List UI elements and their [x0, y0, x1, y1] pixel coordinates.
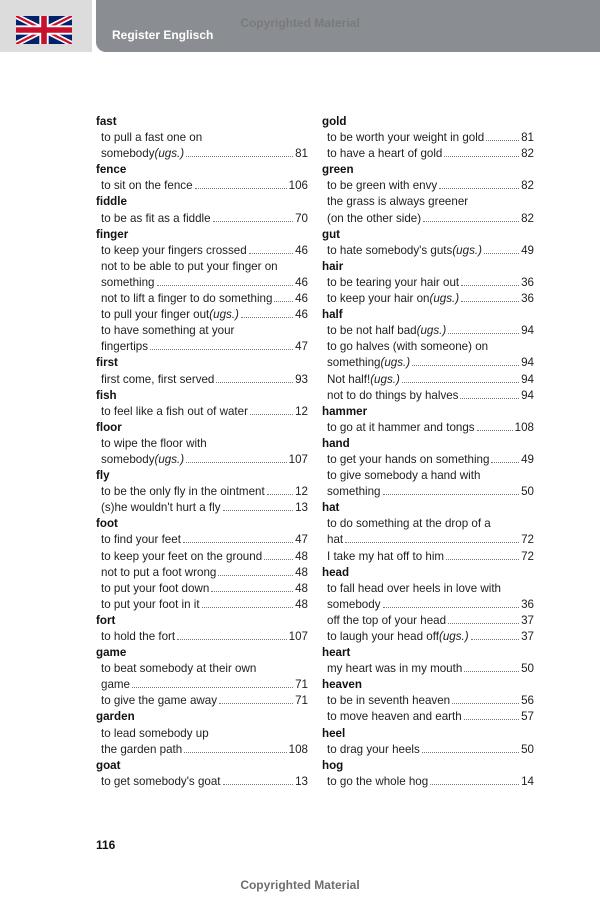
index-entry — [322, 372, 534, 388]
dot-leader — [264, 559, 293, 560]
dot-leader — [402, 382, 519, 383]
dot-leader — [195, 188, 287, 189]
dot-leader — [249, 253, 293, 254]
dot-leader — [452, 703, 519, 704]
index-phrase-line: to give somebody a hand with — [327, 469, 481, 483]
dot-leader — [444, 156, 519, 157]
page-reference: 57 — [521, 710, 534, 724]
index-entry — [322, 243, 534, 259]
usage-label: (ugs.) — [438, 630, 469, 643]
index-keyword: heaven — [322, 678, 362, 692]
dot-leader — [219, 703, 293, 704]
dot-leader — [464, 719, 519, 720]
index-phrase-line: to go halves (with someone) on — [327, 340, 489, 354]
index-keyword: first — [96, 356, 118, 370]
page-number: 116 — [96, 838, 116, 852]
index-phrase: first come, first served — [101, 372, 215, 386]
page-reference: 107 — [288, 452, 308, 466]
index-keyword: hair — [322, 259, 344, 273]
page-reference: 48 — [295, 565, 308, 579]
dot-leader — [477, 430, 513, 431]
page-reference: 46 — [295, 243, 308, 257]
index-phrase: to find your feet — [101, 533, 181, 547]
page-reference: 36 — [521, 275, 534, 289]
index-entry — [96, 742, 308, 758]
page-reference: 12 — [295, 485, 308, 499]
index-phrase: to drag your heels — [327, 742, 420, 756]
index-keyword: fort — [96, 613, 116, 627]
index-entry — [322, 130, 534, 146]
dot-leader — [274, 301, 293, 302]
page-reference: 13 — [295, 774, 308, 788]
page-reference: 107 — [288, 630, 308, 643]
index-entry — [322, 323, 534, 339]
index-phrase: to keep your hair on — [327, 292, 430, 306]
index-keyword: fly — [96, 469, 110, 483]
index-phrase: something — [327, 485, 381, 499]
dot-leader — [439, 188, 519, 189]
page-reference: 36 — [521, 292, 534, 306]
index-phrase-line: to pull a fast one on — [101, 131, 203, 145]
page-reference: 94 — [521, 356, 534, 370]
index-entry — [322, 629, 534, 645]
dot-leader — [186, 462, 287, 463]
index-keyword: green — [322, 163, 354, 177]
dot-leader — [491, 462, 519, 463]
index-phrase: hat — [327, 533, 344, 547]
index-phrase: to hate somebody's guts — [327, 243, 453, 257]
page-reference: 50 — [521, 485, 534, 499]
dot-leader — [211, 591, 293, 592]
index-phrase-line: to have something at your — [101, 324, 235, 338]
page-reference: 94 — [521, 324, 534, 338]
dot-leader — [464, 671, 519, 672]
index-entry — [96, 291, 308, 307]
index-phrase: off the top of your head — [327, 613, 447, 627]
index-entry — [322, 613, 534, 629]
index-keyword: hand — [322, 436, 350, 450]
index-keyword: hammer — [322, 404, 368, 418]
index-entry — [322, 661, 534, 677]
dot-leader — [223, 784, 294, 785]
page-reference: 48 — [295, 581, 308, 595]
page-reference: 94 — [521, 388, 534, 402]
page-reference: 108 — [288, 742, 308, 756]
index-phrase-line: to do something at the drop of a — [327, 517, 491, 531]
index-entry — [322, 420, 534, 436]
index-entry — [322, 146, 534, 162]
dot-leader — [184, 752, 286, 753]
index-phrase: to put your foot in it — [101, 597, 200, 611]
index-entry — [96, 275, 308, 291]
page-reference: 47 — [295, 533, 308, 547]
index-entry — [96, 404, 308, 420]
dot-leader — [157, 285, 294, 286]
dot-leader — [177, 639, 287, 640]
dot-leader — [471, 639, 520, 640]
index-keyword: head — [322, 565, 350, 579]
dot-leader — [460, 398, 519, 399]
dot-leader — [216, 382, 293, 383]
index-phrase: not to do things by halves — [327, 388, 459, 402]
dot-leader — [448, 333, 519, 334]
index-entry — [96, 243, 308, 259]
index-phrase: not to lift a finger to do something — [101, 292, 273, 306]
index-entry — [322, 597, 534, 613]
dot-leader — [423, 221, 519, 222]
usage-label: (ugs.) — [416, 324, 447, 338]
page-reference: 49 — [521, 452, 534, 466]
index-phrase: Not half! — [327, 372, 371, 386]
dot-leader — [345, 542, 519, 543]
dot-leader — [461, 285, 519, 286]
index-phrase: to get your hands on something — [327, 452, 490, 466]
index-phrase: to feel like a fish out of water — [101, 404, 248, 418]
copyright-watermark-bottom: Copyrighted Material — [240, 878, 360, 892]
page-reference: 50 — [521, 742, 534, 756]
usage-label: (ugs.) — [154, 147, 185, 161]
index-keyword: finger — [96, 227, 129, 241]
page-reference: 12 — [295, 404, 308, 418]
index-entry — [96, 581, 308, 597]
index-phrase: not to put a foot wrong — [101, 565, 217, 579]
dot-leader — [446, 559, 519, 560]
index-phrase: to be the only fly in the ointment — [101, 485, 265, 499]
index-entry — [96, 178, 308, 194]
index-entry — [322, 532, 534, 548]
page-reference: 56 — [521, 694, 534, 708]
page-reference: 82 — [521, 147, 534, 161]
index-keyword: heart — [322, 646, 351, 660]
dot-leader — [422, 752, 519, 753]
index-entry — [96, 500, 308, 516]
index-phrase: I take my hat off to him — [327, 549, 445, 563]
dot-leader — [250, 414, 293, 415]
index-phrase: to give the game away — [101, 694, 218, 708]
index-phrase: to go at it hammer and tongs — [327, 420, 475, 434]
page-reference: 93 — [295, 372, 308, 386]
dot-leader — [213, 221, 294, 222]
page-reference: 70 — [295, 211, 308, 225]
index-keyword: fiddle — [96, 195, 127, 209]
index-phrase-line: to beat somebody at their own — [101, 662, 257, 676]
index-phrase: the garden path — [101, 742, 183, 756]
index-keyword: gold — [322, 115, 347, 128]
dot-leader — [150, 349, 293, 350]
index-phrase: somebody — [101, 452, 155, 466]
index-phrase: to laugh your head off — [327, 630, 439, 643]
index-entry — [96, 677, 308, 693]
dot-leader — [383, 494, 520, 495]
index-entry — [322, 484, 534, 500]
index-phrase: my heart was in my mouth — [327, 662, 463, 676]
index-phrase: somebody — [101, 147, 155, 161]
page-reference: 72 — [521, 533, 534, 547]
index-keyword: goat — [96, 758, 121, 772]
index-entry — [96, 452, 308, 468]
index-entry — [96, 549, 308, 565]
page-reference: 46 — [295, 308, 308, 322]
usage-label: (ugs.) — [209, 308, 239, 322]
dot-leader — [267, 494, 293, 495]
index-keyword: half — [322, 308, 343, 322]
page-reference: 71 — [295, 694, 308, 708]
index-keyword: foot — [96, 517, 118, 531]
index-phrase: to pull your finger out — [101, 308, 210, 322]
index-entry — [96, 693, 308, 709]
index-keyword: heel — [322, 726, 346, 740]
index-phrase: to keep your feet on the ground — [101, 549, 263, 563]
index-entry — [322, 275, 534, 291]
dot-leader — [183, 542, 293, 543]
index-column-left — [96, 114, 308, 790]
usage-label: (ugs.) — [154, 452, 185, 466]
page-reference: 37 — [521, 613, 534, 627]
dot-leader — [448, 623, 519, 624]
index-entry — [322, 452, 534, 468]
index-entry — [322, 742, 534, 758]
usage-label: (ugs.) — [452, 243, 482, 257]
dot-leader — [218, 575, 293, 576]
page-reference: 108 — [514, 420, 534, 434]
page-reference: 49 — [521, 243, 534, 257]
page-reference: 50 — [521, 662, 534, 676]
index-phrase: to be as fit as a fiddle — [101, 211, 211, 225]
index-phrase: to get somebody's goat — [101, 774, 221, 788]
page-reference: 72 — [521, 549, 534, 563]
dot-leader — [241, 317, 293, 318]
index-entry — [96, 597, 308, 613]
dot-leader — [461, 301, 519, 302]
dot-leader — [132, 687, 293, 688]
index-entry — [96, 372, 308, 388]
index-entry — [96, 774, 308, 790]
page-reference: 71 — [295, 678, 308, 692]
index-keyword: hog — [322, 758, 344, 772]
index-entry — [322, 693, 534, 709]
page-reference: 48 — [295, 597, 308, 611]
copyright-watermark-top: Copyrighted Material — [240, 16, 360, 30]
section-title: Register Englisch — [112, 28, 214, 42]
index-phrase: to be in seventh heaven — [327, 694, 451, 708]
index-keyword: hat — [322, 501, 340, 515]
index-phrase: something — [327, 356, 381, 370]
index-phrase: to move heaven and earth — [327, 710, 462, 724]
dot-leader — [486, 140, 519, 141]
dot-leader — [383, 607, 520, 608]
usage-label: (ugs.) — [429, 292, 460, 306]
index-phrase: to sit on the fence — [101, 179, 193, 193]
page-reference: 82 — [521, 211, 534, 225]
page-reference: 13 — [295, 501, 308, 515]
index-keyword: fish — [96, 388, 117, 402]
index-entry — [322, 291, 534, 307]
index-phrase-line: to fall head over heels in love with — [327, 581, 502, 595]
index-keyword: game — [96, 646, 127, 660]
index-entry — [96, 339, 308, 355]
index-entry — [322, 178, 534, 194]
page-reference: 36 — [521, 597, 534, 611]
index-phrase-line: to wipe the floor with — [101, 436, 207, 450]
dot-leader — [430, 784, 519, 785]
index-phrase: to have a heart of gold — [327, 147, 443, 161]
index-keyword: fast — [96, 115, 117, 128]
index-phrase: to hold the fort — [101, 630, 176, 643]
index-keyword: floor — [96, 420, 122, 434]
index-phrase: to be green with envy — [327, 179, 438, 193]
index-phrase-line: not to be able to put your finger on — [101, 259, 278, 273]
index-phrase: game — [101, 678, 131, 692]
index-phrase: somebody — [327, 597, 381, 611]
index-phrase: something — [101, 275, 155, 289]
index-phrase: to be not half bad — [327, 324, 417, 338]
index-entry — [322, 774, 534, 790]
dot-leader — [186, 156, 293, 157]
usage-label: (ugs.) — [380, 356, 411, 370]
page-reference: 47 — [295, 340, 308, 354]
page-reference: 94 — [521, 372, 534, 386]
index-phrase: to go the whole hog — [327, 774, 429, 788]
index-phrase: to put your foot down — [101, 581, 210, 595]
page-reference: 81 — [521, 131, 534, 145]
index-entry — [322, 388, 534, 404]
page-reference: 46 — [295, 292, 308, 306]
index-entry — [96, 146, 308, 162]
index-entry — [322, 355, 534, 371]
index-entry — [96, 532, 308, 548]
page-reference: 14 — [521, 774, 534, 788]
index-phrase: fingertips — [101, 340, 149, 354]
index-phrase: to be worth your weight in gold — [327, 131, 485, 145]
index-phrase: to keep your fingers crossed — [101, 243, 247, 257]
usage-label: (ugs.) — [370, 372, 400, 386]
index-phrase-line: the grass is always greener — [327, 195, 469, 209]
index-keyword: garden — [96, 710, 135, 724]
page-reference: 46 — [295, 275, 308, 289]
index-column-right — [322, 114, 534, 790]
index-entry — [96, 307, 308, 323]
page-reference: 82 — [521, 179, 534, 193]
page-reference: 81 — [295, 147, 308, 161]
index-entry — [96, 565, 308, 581]
page-reference: 37 — [521, 630, 534, 643]
index-keyword: gut — [322, 227, 341, 241]
index-entry — [96, 629, 308, 645]
page-reference: 106 — [288, 179, 308, 193]
index-keyword: fence — [96, 163, 127, 177]
index-entry — [322, 211, 534, 227]
index-entry — [96, 484, 308, 500]
index-entry — [322, 549, 534, 565]
index-entry — [96, 211, 308, 227]
page-reference: 48 — [295, 549, 308, 563]
dot-leader — [223, 510, 294, 511]
index-entry — [322, 709, 534, 725]
dot-leader — [202, 607, 293, 608]
index-phrase: (on the other side) — [327, 211, 422, 225]
dot-leader — [412, 365, 519, 366]
index-phrase: to be tearing your hair out — [327, 275, 460, 289]
dot-leader — [484, 253, 519, 254]
index-phrase: (s)he wouldn't hurt a fly — [101, 501, 221, 515]
index-phrase-line: to lead somebody up — [101, 726, 209, 740]
